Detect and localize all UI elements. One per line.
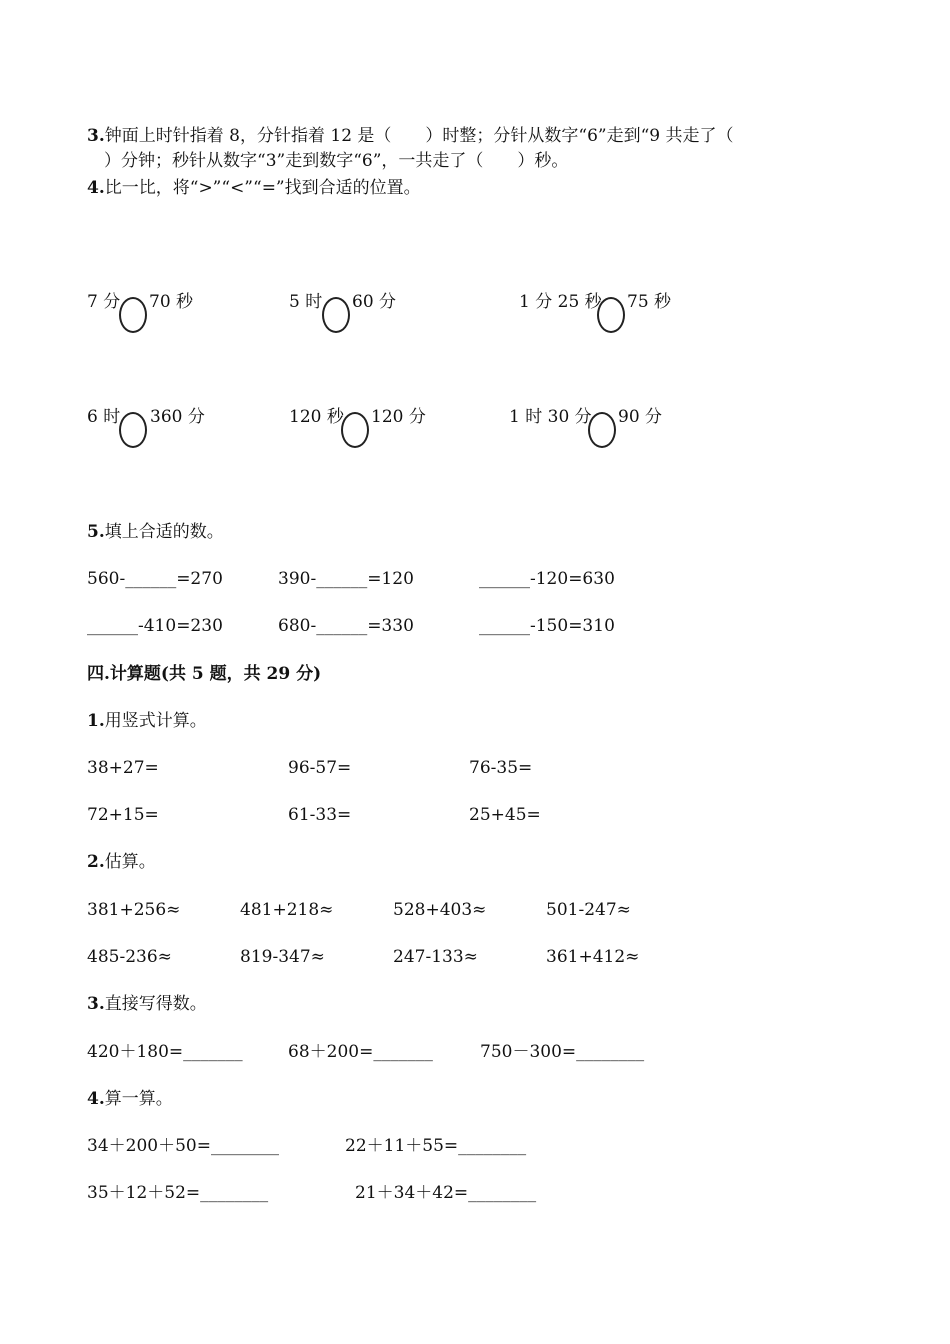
question-3 <box>87 124 847 174</box>
question-number: 4. <box>87 1089 105 1109</box>
vertical-calc-item: 38+27= <box>87 758 159 778</box>
compare-right: 60 分 <box>352 292 397 312</box>
calc-3-text: 直接写得数。 <box>104 994 207 1014</box>
question-number: 2. <box>87 852 105 872</box>
compare-right: 75 秒 <box>627 292 672 312</box>
fill-blank-item[interactable]: 390-______=120 <box>278 569 414 589</box>
estimate-item: 247-133≈ <box>393 947 478 967</box>
vertical-calc-item: 25+45= <box>469 805 541 825</box>
estimate-item: 361+412≈ <box>546 947 640 967</box>
estimate-item: 528+403≈ <box>393 900 487 920</box>
mixed-calc-item[interactable]: 21＋34＋42=________ <box>355 1183 537 1203</box>
compare-oval[interactable] <box>588 412 616 448</box>
estimate-item: 381+256≈ <box>87 900 181 920</box>
estimate-item: 481+218≈ <box>240 900 334 920</box>
question-3-text-1: 钟面上时针指着 8，分针指着 12 是（ ）时整；分针从数字“6”走到“9 共走了（ <box>104 126 734 146</box>
compare-oval[interactable] <box>119 412 147 448</box>
compare-right: 120 分 <box>371 407 426 427</box>
calc-4-text: 算一算。 <box>104 1089 173 1109</box>
estimate-item: 485-236≈ <box>87 947 172 967</box>
calc-4-title <box>87 1091 173 1108</box>
fill-blank-item[interactable]: ______-410=230 <box>87 616 223 636</box>
compare-oval[interactable] <box>341 412 369 448</box>
compare-left: 7 分 <box>87 292 121 312</box>
question-number: 5. <box>87 522 105 542</box>
calc-1-text: 用竖式计算。 <box>104 711 207 731</box>
mixed-calc-item[interactable]: 34＋200＋50=________ <box>87 1136 279 1156</box>
fill-blank-item[interactable]: ______-120=630 <box>479 569 615 589</box>
mixed-calc-item[interactable]: 35＋12＋52=________ <box>87 1183 269 1203</box>
compare-left: 5 时 <box>289 292 323 312</box>
question-3-line-1 <box>87 124 847 149</box>
estimate-item: 819-347≈ <box>240 947 325 967</box>
vertical-calc-item: 61-33= <box>288 805 352 825</box>
question-number: 3. <box>87 994 105 1014</box>
compare-right: 70 秒 <box>149 292 194 312</box>
compare-left: 1 时 30 分 <box>509 407 592 427</box>
question-number: 3. <box>87 126 105 146</box>
direct-answer-item[interactable]: 68＋200=_______ <box>288 1042 433 1062</box>
section-heading: 四.计算题(共 5 题，共 29 分) <box>87 664 322 684</box>
question-3-text-2: ）分钟；秒针从数字“3”走到数字“6”，一共走了（ ）秒。 <box>87 151 569 171</box>
question-number: 1. <box>87 711 105 731</box>
direct-answer-item[interactable]: 420＋180=_______ <box>87 1042 243 1062</box>
compare-right: 360 分 <box>150 407 205 427</box>
compare-left: 1 分 25 秒 <box>519 292 602 312</box>
compare-left: 6 时 <box>87 407 121 427</box>
question-5-text: 填上合适的数。 <box>104 522 224 542</box>
question-4-title <box>87 180 421 197</box>
question-number: 4. <box>87 178 105 198</box>
estimate-item: 501-247≈ <box>546 900 631 920</box>
compare-oval[interactable] <box>119 297 147 333</box>
calc-2-text: 估算。 <box>104 852 156 872</box>
compare-oval[interactable] <box>597 297 625 333</box>
compare-oval[interactable] <box>322 297 350 333</box>
vertical-calc-item: 72+15= <box>87 805 159 825</box>
mixed-calc-item[interactable]: 22＋11＋55=________ <box>345 1136 527 1156</box>
question-4-text: 比一比，将“>”“<”“=”找到合适的位置。 <box>104 178 421 198</box>
direct-answer-item[interactable]: 750－300=________ <box>480 1042 645 1062</box>
fill-blank-item[interactable]: 680-______=330 <box>278 616 414 636</box>
question-3-line-2 <box>87 149 847 174</box>
vertical-calc-item: 96-57= <box>288 758 352 778</box>
question-5-title <box>87 524 224 541</box>
calc-2-title <box>87 854 156 871</box>
compare-right: 90 分 <box>618 407 663 427</box>
fill-blank-item[interactable]: ______-150=310 <box>479 616 615 636</box>
fill-blank-item[interactable]: 560-______=270 <box>87 569 223 589</box>
vertical-calc-item: 76-35= <box>469 758 533 778</box>
calc-3-title <box>87 996 207 1013</box>
calc-1-title <box>87 713 207 730</box>
compare-left: 120 秒 <box>289 407 344 427</box>
